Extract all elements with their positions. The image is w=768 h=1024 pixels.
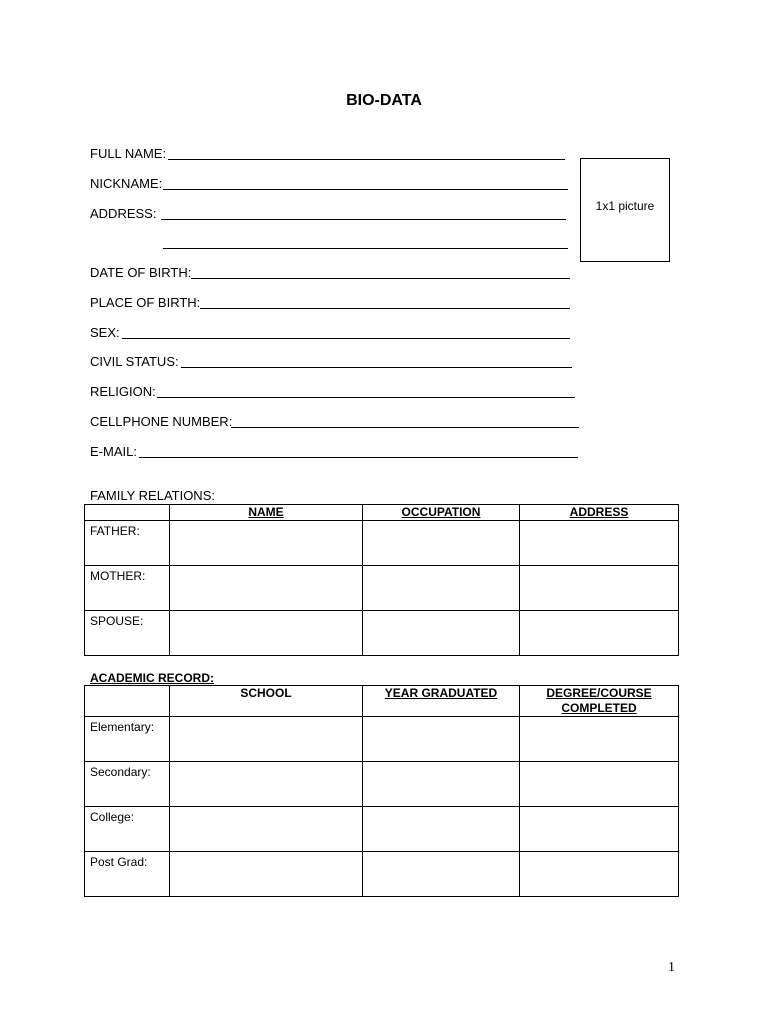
full-name-label: FULL NAME: [90,146,167,161]
mother-occupation-cell[interactable] [363,566,520,611]
academic-record-label: ACADEMIC RECORD: [90,671,214,685]
family-relations-table [84,504,679,656]
college-year-cell[interactable] [363,807,520,852]
family-header-address: ADDRESS [520,505,679,521]
father-label: FATHER: [85,521,170,566]
family-header-occupation: OCCUPATION [363,505,520,521]
table-row [85,852,679,897]
date-of-birth-label: DATE OF BIRTH: [90,265,192,280]
father-occupation-cell[interactable] [363,521,520,566]
full-name-field[interactable] [168,159,565,160]
table-row [85,521,679,566]
father-address-cell[interactable] [520,521,679,566]
college-label: College: [85,807,170,852]
nickname-label: NICKNAME: [90,176,163,191]
secondary-degree-cell[interactable] [520,762,679,807]
sex-field[interactable] [122,338,570,339]
post-grad-label: Post Grad: [85,852,170,897]
table-row [85,566,679,611]
place-of-birth-label: PLACE OF BIRTH: [90,295,201,310]
elementary-degree-cell[interactable] [520,717,679,762]
elementary-year-cell[interactable] [363,717,520,762]
religion-field[interactable] [157,397,575,398]
place-of-birth-field[interactable] [200,308,570,309]
family-relations-label: FAMILY RELATIONS: [90,488,215,503]
college-degree-cell[interactable] [520,807,679,852]
post-grad-year-cell[interactable] [363,852,520,897]
mother-address-cell[interactable] [520,566,679,611]
mother-name-cell[interactable] [170,566,363,611]
academic-header-degree: DEGREE/COURSE COMPLETED [520,686,679,717]
address-field-line-2[interactable] [163,248,568,249]
elementary-school-cell[interactable] [170,717,363,762]
table-row [85,762,679,807]
date-of-birth-field[interactable] [191,278,570,279]
mother-label: MOTHER: [85,566,170,611]
cellphone-field[interactable] [231,427,579,428]
cellphone-label: CELLPHONE NUMBER: [90,414,233,429]
email-field[interactable] [139,457,578,458]
secondary-year-cell[interactable] [363,762,520,807]
academic-header-blank [85,686,170,717]
spouse-occupation-cell[interactable] [363,611,520,656]
nickname-field[interactable] [163,189,568,190]
photo-box[interactable] [580,158,670,262]
academic-header-year: YEAR GRADUATED [363,686,520,717]
photo-box-label: 1x1 picture [595,199,655,213]
sex-label: SEX: [90,325,120,340]
elementary-label: Elementary: [85,717,170,762]
table-row [85,807,679,852]
academic-record-table [84,685,679,897]
civil-status-field[interactable] [181,367,572,368]
address-field-line-1[interactable] [161,219,566,220]
secondary-label: Secondary: [85,762,170,807]
spouse-label: SPOUSE: [85,611,170,656]
secondary-school-cell[interactable] [170,762,363,807]
family-header-blank [85,505,170,521]
post-grad-school-cell[interactable] [170,852,363,897]
family-header-name: NAME [170,505,363,521]
page-title: BIO-DATA [346,92,422,109]
religion-label: RELIGION: [90,384,156,399]
page-number: 1 [668,960,675,975]
table-row [85,611,679,656]
academic-header-school: SCHOOL [170,686,363,717]
college-school-cell[interactable] [170,807,363,852]
spouse-address-cell[interactable] [520,611,679,656]
family-header-row [85,505,679,521]
father-name-cell[interactable] [170,521,363,566]
spouse-name-cell[interactable] [170,611,363,656]
civil-status-label: CIVIL STATUS: [90,354,179,369]
table-row [85,717,679,762]
academic-header-row [85,686,679,717]
post-grad-degree-cell[interactable] [520,852,679,897]
address-label: ADDRESS: [90,206,157,221]
email-label: E-MAIL: [90,444,137,459]
